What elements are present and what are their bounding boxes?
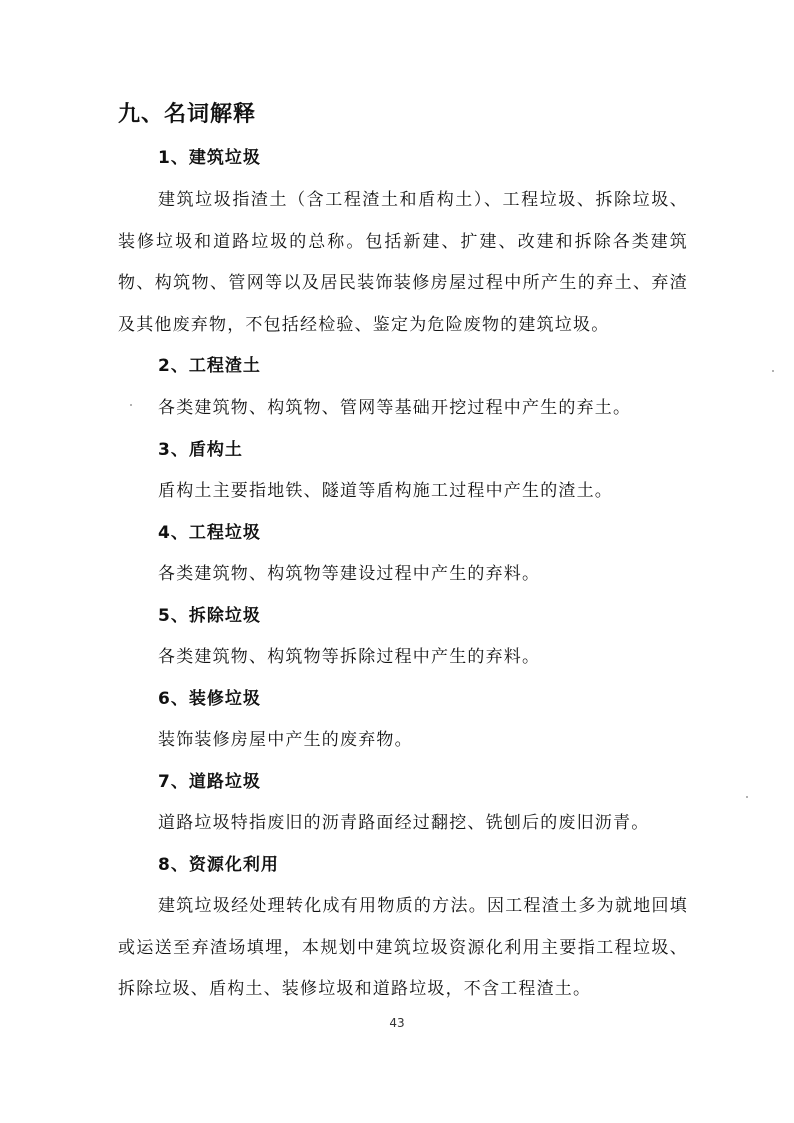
term-definition-road-waste: 道路垃圾特指废旧的沥青路面经过翻挖、铣刨后的废旧沥青。: [158, 813, 650, 833]
scan-speck: [130, 404, 132, 406]
term-heading-road-waste: 7、道路垃圾: [158, 772, 261, 792]
section-title: 九、名词解释: [118, 102, 257, 127]
term-definition-engineering-muck: 各类建筑物、构筑物、管网等基础开挖过程中产生的弃土。: [158, 398, 632, 418]
term-heading-decoration-waste: 6、装修垃圾: [158, 689, 261, 709]
term-heading-construction-waste: 1、建筑垃圾: [158, 148, 261, 168]
term-definition-shield-soil: 盾构土主要指地铁、隧道等盾构施工过程中产生的渣土。: [158, 481, 613, 501]
term-definition-engineering-waste: 各类建筑物、构筑物等建设过程中产生的弃料。: [158, 564, 541, 584]
term-heading-shield-soil: 3、盾构土: [158, 440, 243, 460]
scan-speck: [746, 796, 748, 798]
term-heading-resource-utilization: 8、资源化利用: [158, 855, 279, 875]
term-heading-demolition-waste: 5、拆除垃圾: [158, 606, 261, 626]
term-definition-demolition-waste: 各类建筑物、构筑物等拆除过程中产生的弃料。: [158, 647, 541, 667]
scan-speck: [772, 370, 774, 372]
term-heading-engineering-muck: 2、工程渣土: [158, 356, 261, 376]
term-definition-decoration-waste: 装饰装修房屋中产生的废弃物。: [158, 730, 413, 750]
page-number: 43: [389, 1016, 405, 1030]
term-definition-construction-waste: 建筑垃圾指渣土（含工程渣土和盾构土）、工程垃圾、拆除垃圾、装修垃圾和道路垃圾的总称。包括新建、扩建、改建和拆除各类建筑物、构筑物、管网等以及居民装饰装修房屋过程中所产生的弃土、弃渣及其他废弃物，不包括经检验、鉴定为危险废物的建筑垃圾。: [118, 190, 688, 335]
term-definition-resource-utilization: 建筑垃圾经处理转化成有用物质的方法。因工程渣土多为就地回填或运送至弃渣场填埋，本规划中建筑垃圾资源化利用主要指工程垃圾、拆除垃圾、盾构土、装修垃圾和道路垃圾，不含工程渣土。: [118, 896, 688, 1000]
term-heading-engineering-waste: 4、工程垃圾: [158, 523, 261, 543]
